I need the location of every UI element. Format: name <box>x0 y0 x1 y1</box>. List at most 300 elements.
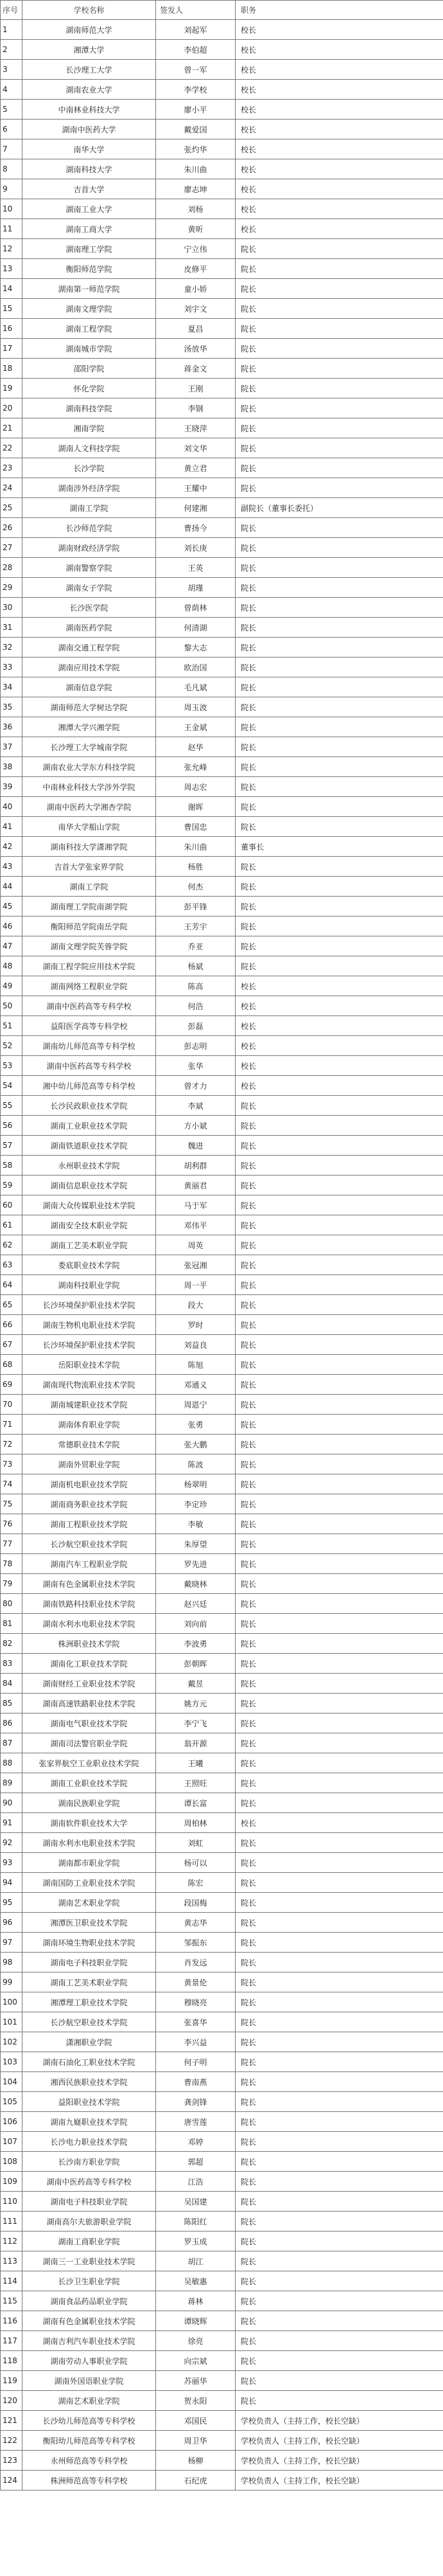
row-index: 66 <box>1 1315 22 1335</box>
school-name: 湖南石油化工职业技术学院 <box>22 2052 156 2072</box>
position: 院长 <box>236 1494 443 1514</box>
signatory-name: 曹南燕 <box>156 2072 236 2092</box>
signatory-name: 毛凡斌 <box>156 677 236 697</box>
signatory-name: 江浩 <box>156 2172 236 2192</box>
row-index: 95 <box>1 1893 22 1913</box>
position: 院长 <box>236 1773 443 1793</box>
signatory-name: 张灼华 <box>156 139 236 159</box>
table-row <box>1 2092 443 2112</box>
table-row <box>1 159 443 179</box>
signatory-name: 谢晖 <box>156 797 236 817</box>
table-row <box>1 956 443 976</box>
position: 院长 <box>236 2351 443 2371</box>
signatory-name: 蒋金文 <box>156 359 236 379</box>
signatory-name: 杨柳 <box>156 2451 236 2471</box>
signatory-name: 张允峰 <box>156 757 236 777</box>
school-name: 湖南文理学院 <box>22 299 156 319</box>
signatory-name: 彭磊 <box>156 1016 236 1036</box>
position: 院长 <box>236 737 443 757</box>
table-row <box>1 1893 443 1913</box>
school-name: 湖南化工职业技术学院 <box>22 1654 156 1674</box>
table-row <box>1 2251 443 2271</box>
school-name: 永州师范高等专科学校 <box>22 2451 156 2471</box>
table-row <box>1 339 443 359</box>
signatory-name: 刘起军 <box>156 20 236 40</box>
school-name: 湖南农业大学 <box>22 80 156 100</box>
position: 院长 <box>236 2371 443 2391</box>
table-row <box>1 1375 443 1395</box>
row-index: 73 <box>1 1454 22 1474</box>
position: 院长 <box>236 1355 443 1375</box>
school-name: 湖南城市学院 <box>22 339 156 359</box>
position: 校长 <box>236 80 443 100</box>
position: 院长 <box>236 956 443 976</box>
school-name: 湖南科技职业学院 <box>22 1275 156 1295</box>
position: 校长 <box>236 159 443 179</box>
table-row <box>1 1176 443 1195</box>
school-name: 湖南中医药高等专科学校 <box>22 996 156 1016</box>
signatory-name: 方小斌 <box>156 1116 236 1136</box>
table-row <box>1 1933 443 1953</box>
signatory-name: 马于军 <box>156 1195 236 1215</box>
school-name: 长沙师范学院 <box>22 518 156 538</box>
school-name: 湖南水利水电职业技术学院 <box>22 1614 156 1634</box>
row-index: 14 <box>1 279 22 299</box>
table-row <box>1 1773 443 1793</box>
table-row <box>1 2132 443 2152</box>
row-index: 65 <box>1 1295 22 1315</box>
table-row <box>1 558 443 578</box>
school-name: 潇湘职业学院 <box>22 2032 156 2052</box>
row-index: 40 <box>1 797 22 817</box>
row-index: 35 <box>1 697 22 717</box>
position: 院长 <box>236 1733 443 1753</box>
table-row <box>1 80 443 100</box>
row-index: 91 <box>1 1813 22 1833</box>
row-index: 52 <box>1 1036 22 1056</box>
table-row <box>1 1953 443 1972</box>
position: 院长 <box>236 1136 443 1156</box>
table-row <box>1 1594 443 1614</box>
row-index: 69 <box>1 1375 22 1395</box>
position: 院长 <box>236 1853 443 1873</box>
row-index: 8 <box>1 159 22 179</box>
position: 校长 <box>236 199 443 219</box>
school-name: 吉首大学 <box>22 179 156 199</box>
school-name: 湖南理工学院 <box>22 239 156 259</box>
position: 院长 <box>236 458 443 478</box>
signatory-name: 周卫华 <box>156 2431 236 2451</box>
school-name: 湖南有色金属职业技术学院 <box>22 1574 156 1594</box>
signatory-name: 胡利群 <box>156 1156 236 1176</box>
signatory-name: 戴晓林 <box>156 1574 236 1594</box>
table-row <box>1 1494 443 1514</box>
school-name: 湖南有色金属职业技术学院 <box>22 2311 156 2331</box>
table-row <box>1 996 443 1016</box>
table-row <box>1 1614 443 1634</box>
table-row <box>1 458 443 478</box>
position: 院长 <box>236 797 443 817</box>
school-name: 湖南交通工程学院 <box>22 638 156 657</box>
row-index: 19 <box>1 379 22 398</box>
signatory-name: 廖志坤 <box>156 179 236 199</box>
row-index: 96 <box>1 1913 22 1933</box>
position: 院长 <box>236 2291 443 2311</box>
table-row <box>1 1514 443 1534</box>
school-name: 长沙幼儿师范高等专科学校 <box>22 2411 156 2431</box>
school-name: 湖南中医药高等专科学校 <box>22 1056 156 1076</box>
row-index: 33 <box>1 657 22 677</box>
position: 院长 <box>236 319 443 339</box>
signatory-name: 彭平锋 <box>156 897 236 917</box>
signatory-name: 罗玉成 <box>156 2232 236 2251</box>
school-name: 湖南三一工业职业技术学院 <box>22 2251 156 2271</box>
position: 院长 <box>236 259 443 279</box>
row-index: 70 <box>1 1395 22 1415</box>
table-row <box>1 1335 443 1355</box>
position: 院长 <box>236 1315 443 1335</box>
signatory-name: 罗时 <box>156 1315 236 1335</box>
table-row <box>1 1793 443 1813</box>
table-row <box>1 279 443 299</box>
row-index: 49 <box>1 976 22 996</box>
position: 校长 <box>236 996 443 1016</box>
signatory-name: 曾荫林 <box>156 598 236 618</box>
school-name: 湖南工程学院 <box>22 319 156 339</box>
position: 院长 <box>236 2391 443 2411</box>
position: 学校负责人（主持工作，校长空缺） <box>236 2471 443 2491</box>
table-row <box>1 2192 443 2212</box>
row-index: 63 <box>1 1255 22 1275</box>
position: 院长 <box>236 1215 443 1235</box>
position: 院长 <box>236 1574 443 1594</box>
school-name: 湖南中医药大学湘杏学院 <box>22 797 156 817</box>
signatory-name: 周柏林 <box>156 1813 236 1833</box>
school-name: 湖南应用技术学院 <box>22 657 156 677</box>
table-row <box>1 438 443 458</box>
position: 院长 <box>236 2311 443 2331</box>
position: 院长 <box>236 438 443 458</box>
position: 院长 <box>236 1474 443 1494</box>
table-row <box>1 578 443 598</box>
table-row <box>1 1215 443 1235</box>
signatory-name: 刘向前 <box>156 1614 236 1634</box>
row-index: 74 <box>1 1474 22 1494</box>
table-row <box>1 1913 443 1933</box>
signatory-name: 陈阳红 <box>156 2212 236 2232</box>
school-name: 湘潭理工职业技术学院 <box>22 1992 156 2012</box>
row-index: 59 <box>1 1176 22 1195</box>
row-index: 12 <box>1 239 22 259</box>
table-row <box>1 837 443 857</box>
signatory-name: 周恩宁 <box>156 1395 236 1415</box>
table-row <box>1 618 443 638</box>
signatory-name: 何清湖 <box>156 618 236 638</box>
table-row <box>1 1315 443 1335</box>
table-row <box>1 1753 443 1773</box>
position: 院长 <box>236 1395 443 1415</box>
position: 院长 <box>236 717 443 737</box>
table-row <box>1 1654 443 1674</box>
position: 院长 <box>236 1972 443 1992</box>
signatory-name: 蒋林 <box>156 2291 236 2311</box>
signatory-name: 邓国民 <box>156 2411 236 2431</box>
row-index: 31 <box>1 618 22 638</box>
signatory-name: 苏丽华 <box>156 2371 236 2391</box>
school-name: 湖南工学院 <box>22 877 156 897</box>
position: 院长 <box>236 2331 443 2351</box>
school-name: 湖南理工学院南湖学院 <box>22 897 156 917</box>
position: 院长 <box>236 518 443 538</box>
position: 校长 <box>236 1813 443 1833</box>
row-index: 4 <box>1 80 22 100</box>
school-name: 湖南现代物流职业技术学院 <box>22 1375 156 1395</box>
table-row <box>1 2152 443 2172</box>
row-index: 109 <box>1 2172 22 2192</box>
signatory-name: 邓伟平 <box>156 1215 236 1235</box>
row-index: 110 <box>1 2192 22 2212</box>
school-name: 湖南高尔夫旅游职业学院 <box>22 2212 156 2232</box>
signatory-name: 赵华 <box>156 737 236 757</box>
position: 校长 <box>236 60 443 80</box>
signatory-name: 汤放华 <box>156 339 236 359</box>
row-index: 113 <box>1 2251 22 2271</box>
position: 院长 <box>236 857 443 877</box>
signatory-name: 罗先进 <box>156 1554 236 1574</box>
row-index: 86 <box>1 1713 22 1733</box>
signatory-name: 肖发远 <box>156 1953 236 1972</box>
signatory-name: 李斌 <box>156 1096 236 1116</box>
position: 副院长（董事长委托） <box>236 498 443 518</box>
row-index: 84 <box>1 1674 22 1694</box>
row-index: 123 <box>1 2451 22 2471</box>
signatory-name: 李宁飞 <box>156 1713 236 1733</box>
header-position: 职务 <box>236 1 443 20</box>
table-row <box>1 717 443 737</box>
school-name: 湖南电气职业技术学院 <box>22 1713 156 1733</box>
row-index: 75 <box>1 1494 22 1514</box>
table-row <box>1 2291 443 2311</box>
row-index: 55 <box>1 1096 22 1116</box>
table-row <box>1 20 443 40</box>
position: 院长 <box>236 299 443 319</box>
school-name: 湖南汽车工程职业学院 <box>22 1554 156 1574</box>
row-index: 11 <box>1 219 22 239</box>
signatory-name: 张冠湘 <box>156 1255 236 1275</box>
school-name: 湖南高速铁路职业技术学院 <box>22 1694 156 1713</box>
table-row <box>1 1415 443 1435</box>
signatory-name: 夏昌 <box>156 319 236 339</box>
position: 院长 <box>236 398 443 418</box>
school-name: 湖南农业大学东方科技学院 <box>22 757 156 777</box>
signatory-name: 郭超 <box>156 2152 236 2172</box>
row-index: 77 <box>1 1534 22 1554</box>
row-index: 47 <box>1 936 22 956</box>
row-index: 9 <box>1 179 22 199</box>
table-row <box>1 1853 443 1873</box>
signatory-name: 曾一军 <box>156 60 236 80</box>
row-index: 93 <box>1 1853 22 1873</box>
signatory-name: 王耀中 <box>156 478 236 498</box>
table-row <box>1 897 443 917</box>
school-name: 湘潭大学 <box>22 40 156 60</box>
row-index: 20 <box>1 398 22 418</box>
table-row <box>1 1574 443 1594</box>
row-index: 22 <box>1 438 22 458</box>
row-index: 76 <box>1 1514 22 1534</box>
table-row <box>1 478 443 498</box>
row-index: 50 <box>1 996 22 1016</box>
school-name: 吉首大学张家界学院 <box>22 857 156 877</box>
school-name: 长沙航空职业技术学院 <box>22 2012 156 2032</box>
position: 院长 <box>236 877 443 897</box>
table-row <box>1 677 443 697</box>
table-row <box>1 2391 443 2411</box>
position: 院长 <box>236 2271 443 2291</box>
table-row <box>1 638 443 657</box>
row-index: 98 <box>1 1953 22 1972</box>
table-row <box>1 1096 443 1116</box>
school-name: 湖南幼儿师范高等专科学校 <box>22 1036 156 1056</box>
position: 院长 <box>236 1454 443 1474</box>
position: 院长 <box>236 2092 443 2112</box>
position: 院长 <box>236 618 443 638</box>
table-row <box>1 1694 443 1713</box>
signatory-name: 何建湘 <box>156 498 236 518</box>
school-name: 湖南工业职业技术学院 <box>22 1773 156 1793</box>
table-row <box>1 2471 443 2491</box>
position: 院长 <box>236 558 443 578</box>
school-name: 岳阳职业技术学院 <box>22 1355 156 1375</box>
school-name: 湖南工学院 <box>22 498 156 518</box>
school-name: 湖南女子学院 <box>22 578 156 598</box>
signatory-name: 周英 <box>156 1235 236 1255</box>
row-index: 62 <box>1 1235 22 1255</box>
header-signatory: 签发人 <box>156 1 236 20</box>
row-index: 117 <box>1 2331 22 2351</box>
row-index: 67 <box>1 1335 22 1355</box>
signatory-name: 张勇 <box>156 1415 236 1435</box>
row-index: 45 <box>1 897 22 917</box>
school-name: 中南林业科技大学 <box>22 100 156 120</box>
table-row <box>1 518 443 538</box>
school-name: 湖南安全技术职业学院 <box>22 1215 156 1235</box>
signatory-name: 姚方元 <box>156 1694 236 1713</box>
position: 院长 <box>236 598 443 618</box>
table-row <box>1 2212 443 2232</box>
position: 院长 <box>236 538 443 558</box>
school-name: 湖南电子科技职业学院 <box>22 2192 156 2212</box>
school-name: 湖南生物机电职业技术学院 <box>22 1315 156 1335</box>
position: 院长 <box>236 1415 443 1435</box>
table-row <box>1 199 443 219</box>
position: 学校负责人（主持工作，校长空缺） <box>236 2451 443 2471</box>
school-name: 湖南科技大学潇湘学院 <box>22 837 156 857</box>
row-index: 16 <box>1 319 22 339</box>
row-index: 78 <box>1 1554 22 1574</box>
school-name: 衡阳师范学院南岳学院 <box>22 917 156 936</box>
row-index: 56 <box>1 1116 22 1136</box>
position: 院长 <box>236 1176 443 1195</box>
signatory-name: 王晓萍 <box>156 418 236 438</box>
position: 校长 <box>236 1076 443 1096</box>
signatory-name: 何子明 <box>156 2052 236 2072</box>
table-row <box>1 857 443 877</box>
school-name: 长沙理工大学 <box>22 60 156 80</box>
position: 院长 <box>236 1694 443 1713</box>
row-index: 13 <box>1 259 22 279</box>
school-name: 湖南警察学院 <box>22 558 156 578</box>
school-name: 湖南文理学院芙蓉学院 <box>22 936 156 956</box>
signatory-name: 龚剑锋 <box>156 2092 236 2112</box>
table-row <box>1 398 443 418</box>
table-header-row <box>1 1 443 20</box>
row-index: 57 <box>1 1136 22 1156</box>
school-name: 长沙环境保护职业技术学院 <box>22 1335 156 1355</box>
signatory-name: 黄丽君 <box>156 1176 236 1195</box>
signatory-name: 王刚 <box>156 379 236 398</box>
school-name: 南华大学船山学院 <box>22 817 156 837</box>
position: 院长 <box>236 1255 443 1275</box>
table-row <box>1 1733 443 1753</box>
table-row <box>1 1474 443 1494</box>
signatory-name: 吴国建 <box>156 2192 236 2212</box>
school-name: 湖南外贸职业学院 <box>22 1454 156 1474</box>
school-name: 湖南信息学院 <box>22 677 156 697</box>
school-name: 湘潭医卫职业技术学院 <box>22 1913 156 1933</box>
signatory-name: 黄昕 <box>156 219 236 239</box>
position: 院长 <box>236 1156 443 1176</box>
signatory-name: 陈旭 <box>156 1355 236 1375</box>
signatory-name: 黄景伦 <box>156 1972 236 1992</box>
table-row <box>1 120 443 139</box>
row-index: 92 <box>1 1833 22 1853</box>
signatory-name: 陈宏 <box>156 1873 236 1893</box>
school-name: 湖南工程学院应用技术学院 <box>22 956 156 976</box>
school-name: 湖南第一师范学院 <box>22 279 156 299</box>
position: 校长 <box>236 1036 443 1056</box>
table-row <box>1 1156 443 1176</box>
signatory-name: 石纪虎 <box>156 2471 236 2491</box>
position: 院长 <box>236 379 443 398</box>
school-name: 长沙医学院 <box>22 598 156 618</box>
signatory-name: 李敏 <box>156 1514 236 1534</box>
position: 院长 <box>236 1514 443 1534</box>
signatory-name: 邓通义 <box>156 1375 236 1395</box>
row-index: 100 <box>1 1992 22 2012</box>
row-index: 85 <box>1 1694 22 1713</box>
position: 校长 <box>236 20 443 40</box>
signatory-name: 唐雪莲 <box>156 2112 236 2132</box>
school-name: 湖南工艺美术职业学院 <box>22 1235 156 1255</box>
position: 院长 <box>236 1096 443 1116</box>
table-row <box>1 917 443 936</box>
signatory-name: 刘杨 <box>156 199 236 219</box>
school-name: 湖南环境生物职业技术学院 <box>22 1933 156 1953</box>
signatory-name: 段大 <box>156 1295 236 1315</box>
row-index: 112 <box>1 2232 22 2251</box>
table-row <box>1 1076 443 1096</box>
table-row <box>1 2411 443 2431</box>
signatory-name: 刘宇文 <box>156 299 236 319</box>
signatory-name: 杨斌 <box>156 956 236 976</box>
school-name: 长沙环境保护职业技术学院 <box>22 1295 156 1315</box>
row-index: 48 <box>1 956 22 976</box>
school-name: 湖南财政经济学院 <box>22 538 156 558</box>
table-row <box>1 2351 443 2371</box>
position: 校长 <box>236 100 443 120</box>
table-row <box>1 2032 443 2052</box>
